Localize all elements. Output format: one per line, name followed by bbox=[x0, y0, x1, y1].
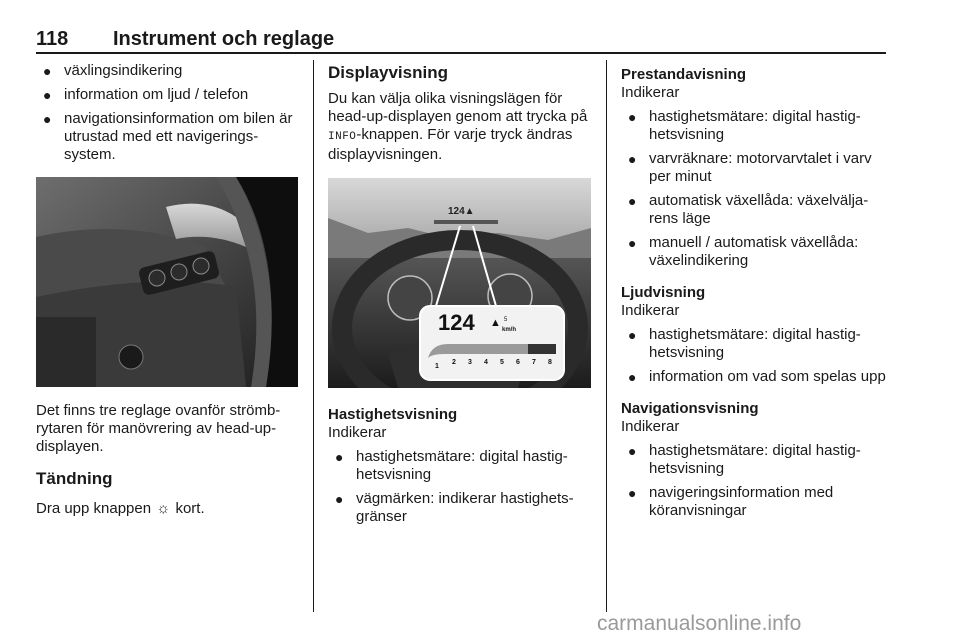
column-1-lower bbox=[36, 402, 302, 518]
header-divider bbox=[36, 52, 886, 54]
feature-list bbox=[621, 442, 889, 520]
bullet-icon: ● bbox=[43, 63, 52, 79]
bullet-icon: ● bbox=[628, 193, 637, 209]
hud-unit: km/h bbox=[502, 327, 517, 333]
page-header bbox=[36, 28, 886, 54]
hud-scale-label: 8 bbox=[548, 359, 552, 366]
bullet-icon: ● bbox=[628, 485, 637, 501]
ignition-symbol-icon: ☼ bbox=[156, 500, 171, 517]
bullet-icon: ● bbox=[628, 327, 637, 343]
section-heading-displayvisning: Displayvisning bbox=[328, 63, 448, 82]
info-button-label: INFO bbox=[328, 131, 357, 143]
feature-list bbox=[621, 108, 889, 270]
section-title-hastighetsvisning: Hastighetsvisning bbox=[328, 406, 458, 423]
ignition-instruction: Dra upp knappen ☼ kort. bbox=[36, 500, 205, 517]
list-item: ● manuell / automatisk växellåda: växelindikering bbox=[628, 234, 859, 269]
column-divider-1 bbox=[313, 60, 314, 612]
list-item: ● navigationsinformation om bilen är utrustad med ett navigerings-system. bbox=[43, 110, 293, 163]
list-item: ● hastighetsmätare: digital hastig-hetsvisning bbox=[335, 448, 568, 483]
bullet-icon: ● bbox=[628, 151, 637, 167]
list-item: ● navigeringsinformation med köranvisningar bbox=[628, 484, 834, 519]
hud-scale-label: 2 bbox=[452, 359, 456, 366]
section-label: Indikerar bbox=[621, 302, 680, 319]
controls-description: Det finns tre reglage ovanför strömb-rytaren för manövrering av head-up-displayen. bbox=[36, 402, 281, 455]
bullet-icon: ● bbox=[335, 491, 344, 507]
column-divider-2 bbox=[606, 60, 607, 612]
bullet-icon: ● bbox=[628, 369, 637, 385]
hud-gear-indicator: 5 bbox=[504, 317, 508, 323]
hud-scale-label: 4 bbox=[484, 359, 488, 366]
column-2 bbox=[328, 62, 593, 164]
section-label: Indikerar bbox=[621, 84, 680, 101]
list-item: ● hastighetsmätare: digital hastig-hetsvisning bbox=[628, 442, 861, 477]
section-label: Indikerar bbox=[328, 424, 387, 441]
hud-scale-label: 6 bbox=[516, 359, 520, 366]
section-title-prestandavisning: Prestandavisning bbox=[621, 66, 747, 83]
list-item: ● varvräknare: motorvarvtalet i varv per minut bbox=[628, 150, 872, 185]
hud-scale-label: 1 bbox=[435, 363, 439, 370]
hud-speed-value: 124 bbox=[438, 310, 475, 335]
hud-arrow-icon: ▲ bbox=[490, 317, 501, 329]
page-title: Instrument och reglage bbox=[113, 28, 335, 50]
hud-scale-label: 3 bbox=[468, 359, 472, 366]
hud-scale-label: 7 bbox=[532, 359, 536, 366]
list-item: ● hastighetsmätare: digital hastig-hetsvisning bbox=[628, 108, 861, 143]
column-1 bbox=[36, 62, 302, 170]
list-item: ● växlingsindikering bbox=[43, 62, 183, 79]
control-buttons-photo bbox=[36, 177, 298, 387]
bullet-icon: ● bbox=[335, 449, 344, 465]
display-intro: Du kan välja olika visningslägen för head-up-displayen genom att trycka på INFO-knappen. För varje tryck ändras displayvisningen. bbox=[328, 90, 588, 163]
bullet-icon: ● bbox=[43, 87, 52, 103]
list-item: ● information om vad som spelas upp bbox=[628, 368, 886, 385]
list-item: ● automatisk växellåda: växelvälja-rens läge bbox=[628, 192, 869, 227]
watermark-text: carmanualsonline.info bbox=[597, 612, 802, 635]
bullet-icon: ● bbox=[43, 111, 52, 127]
list-item: ● hastighetsmätare: digital hastig-hetsvisning bbox=[628, 326, 861, 361]
svg-text:124▲: 124▲ bbox=[448, 206, 475, 217]
bullet-icon: ● bbox=[628, 443, 637, 459]
bullet-icon: ● bbox=[628, 109, 637, 125]
page-number: 118 bbox=[36, 28, 69, 50]
feature-list bbox=[36, 62, 302, 164]
hud-scale-label: 5 bbox=[500, 359, 504, 366]
column-3 bbox=[621, 66, 889, 526]
list-item: ● information om ljud / telefon bbox=[43, 86, 249, 103]
column-2-lower bbox=[328, 406, 593, 532]
feature-list bbox=[621, 326, 889, 386]
feature-list bbox=[328, 448, 593, 526]
section-title-ljudvisning: Ljudvisning bbox=[621, 284, 706, 301]
section-label: Indikerar bbox=[621, 418, 680, 435]
head-up-display-photo bbox=[328, 178, 591, 388]
section-title-navigationsvisning: Navigationsvisning bbox=[621, 400, 759, 417]
bullet-icon: ● bbox=[628, 235, 637, 251]
section-heading-tandning: Tändning bbox=[36, 469, 113, 488]
list-item: ● vägmärken: indikerar hastighets-gränser bbox=[335, 490, 574, 525]
